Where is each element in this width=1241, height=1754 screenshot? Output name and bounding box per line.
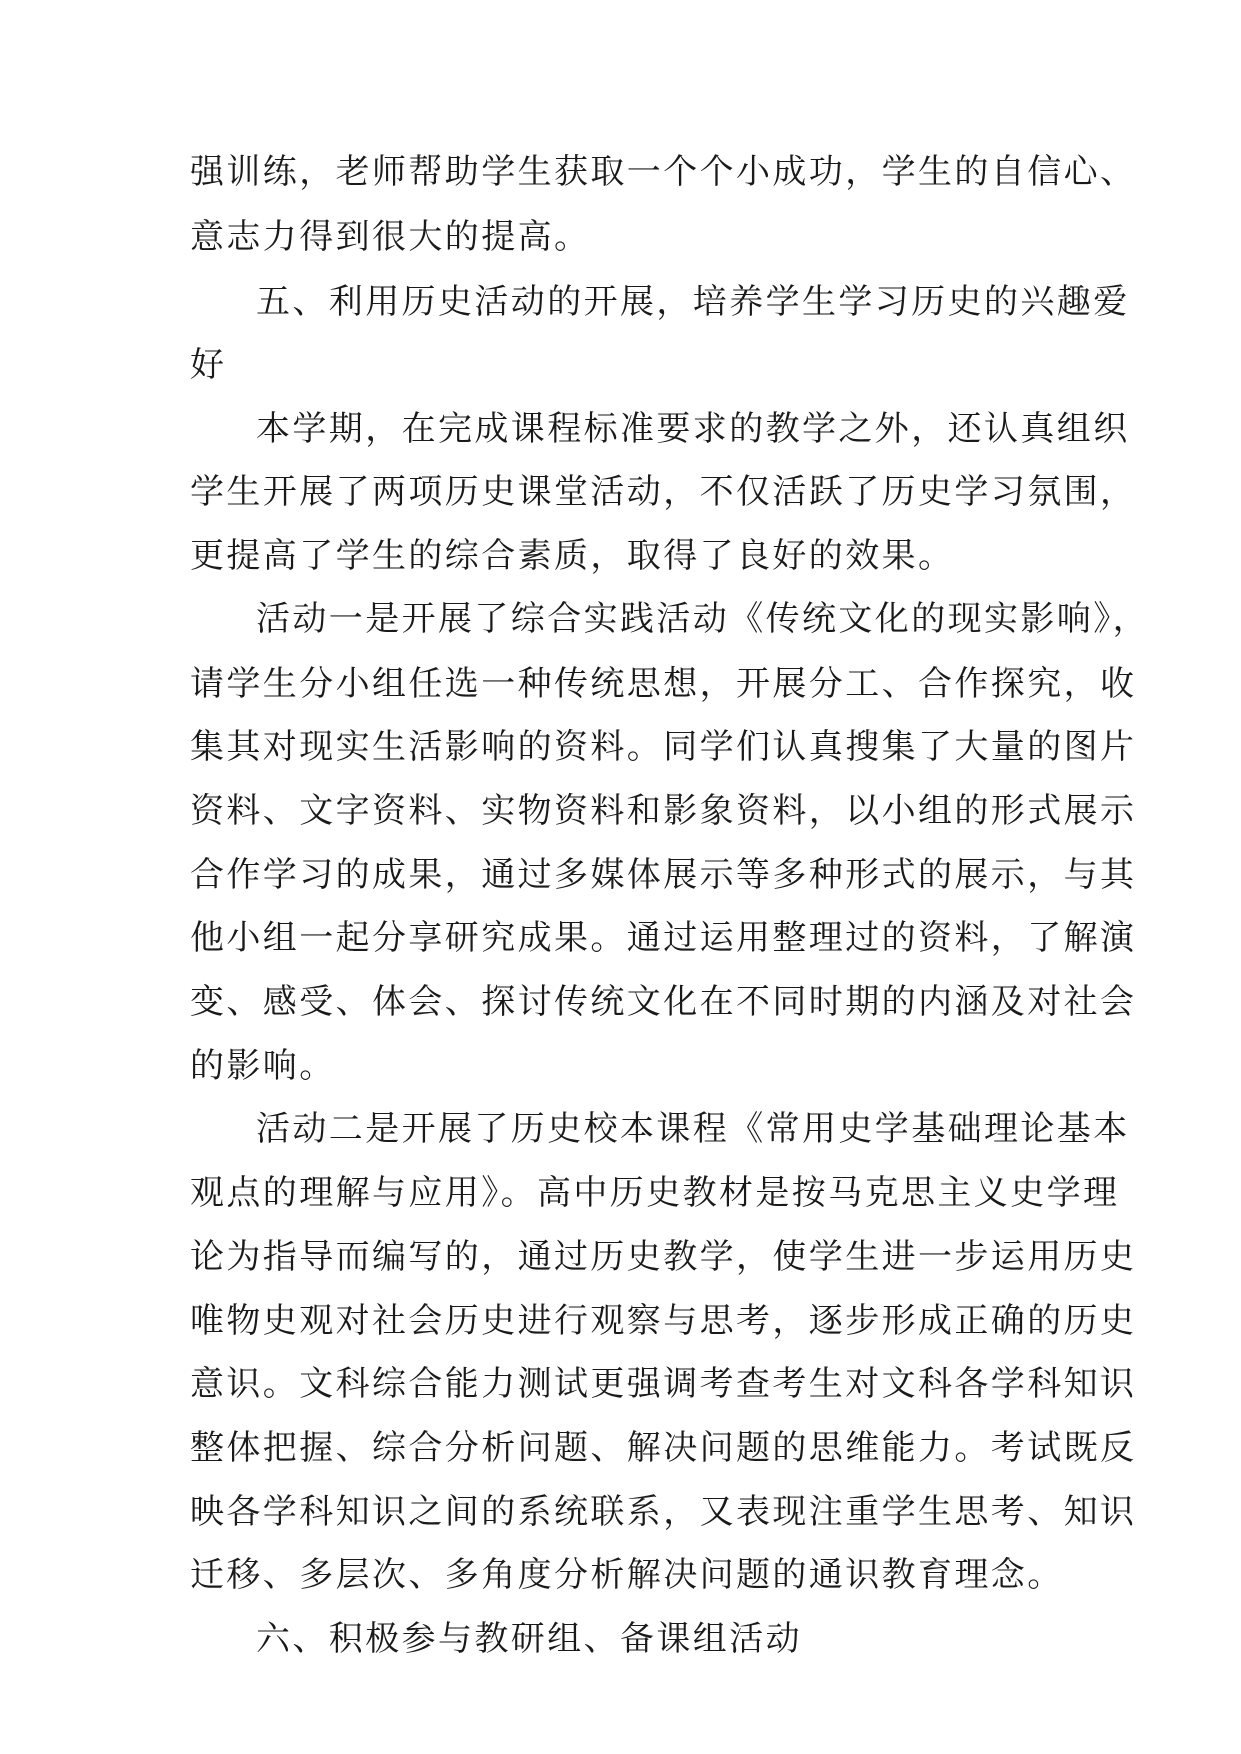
section-heading: 五、利用历史活动的开展，培养学生学习历史的兴趣爱 [256,282,1130,322]
paragraph-start: 活动二是开展了历史校本课程《常用史学基础理论基本 [256,1109,1130,1149]
text-line: 意识。文科综合能力测试更强调考查考生对文科各学科知识 [190,1364,1137,1404]
text-line: 映各学科知识之间的系统联系，又表现注重学生思考、知识 [190,1492,1137,1532]
text-line: 唯物史观对社会历史进行观察与思考，逐步形成正确的历史 [190,1301,1137,1341]
text-line: 意志力得到很大的提高。 [190,217,591,257]
text-line: 他小组一起分享研究成果。通过运用整理过的资料，了解演 [190,918,1137,958]
text-line: 论为指导而编写的，通过历史教学，使学生进一步运用历史 [190,1237,1137,1277]
section-heading: 六、积极参与教研组、备课组活动 [256,1619,802,1659]
text-line: 整体把握、综合分析问题、解决问题的思维能力。考试既反 [190,1428,1137,1468]
text-line: 更提高了学生的综合素质，取得了良好的效果。 [190,536,955,576]
paragraph-start: 活动一是开展了综合实践活动《传统文化的现实影响》， [256,599,1149,639]
paragraph-start: 本学期，在完成课程标准要求的教学之外，还认真组织 [256,409,1130,449]
section-heading-continuation: 好 [190,345,227,385]
text-line: 资料、文字资料、实物资料和影象资料，以小组的形式展示 [190,791,1137,831]
text-line: 变、感受、体会、探讨传统文化在不同时期的内涵及对社会 [190,982,1137,1022]
text-line: 集其对现实生活影响的资料。同学们认真搜集了大量的图片 [190,727,1137,767]
text-line: 观点的理解与应用》。高中历史教材是按马克思主义史学理 [190,1173,1120,1213]
text-line: 合作学习的成果，通过多媒体展示等多种形式的展示，与其 [190,855,1137,895]
text-line: 迁移、多层次、多角度分析解决问题的通识教育理念。 [190,1555,1064,1595]
text-line: 请学生分小组任选一种传统思想，开展分工、合作探究，收 [190,664,1137,704]
text-line: 学生开展了两项历史课堂活动，不仅活跃了历史学习氛围， [190,472,1137,512]
text-line: 的影响。 [190,1046,336,1086]
text-line: 强训练，老师帮助学生获取一个个小成功，学生的自信心、 [190,152,1137,192]
